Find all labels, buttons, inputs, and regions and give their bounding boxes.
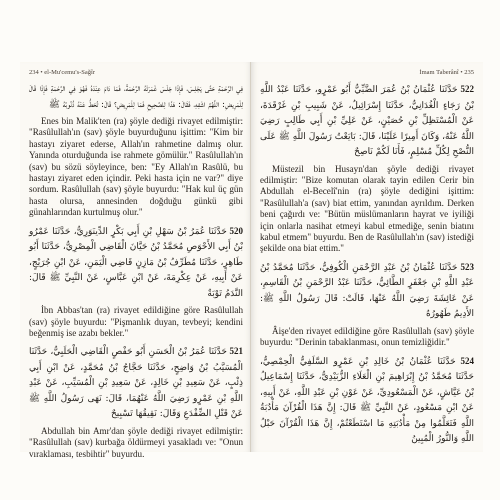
arabic-text: حَدَّثَنَا عُثْمَانُ بْنُ عَبْدِ الرَّحْمَنِ الْكُوفِيُّ، حَدَّثَنَا مُحَمَّدُ بْنُ عَبْدِ اللَّهِ بْنِ جَعْفَرٍ الطَّائِيُّ، حَدَّثَنَا عَبْدُ الرَّحْمَنِ بْنُ الْقَاسِمِ، عَنْ عَائِشَةَ رَضِيَ اللَّهُ عَنْهَا، قَالَتْ: قَالَ رَسُولُ اللَّهِ ﷺ: الأَدِيمُ طَهُورُهُ <box>260 262 474 320</box>
turkish-translation: İbn Abbas'tan (ra) rivayet edildiğine göre Rasûlullah (sav) şöyle buyurdu: "Pişmanlık duyan, tevbeyi; kendini beğenmiş ise azabı bekler." <box>29 305 243 338</box>
arabic-hadith-text <box>29 82 243 113</box>
arabic-hadith-text <box>29 224 243 303</box>
arabic-text: حَدَّثَنَا عُمَرُ بْنُ الْحَسَنِ أَبُو حَفْصٍ الْقَاضِي الْحَلَبِيُّ، حَدَّثَنَا الْمُسَيَّبُ بْنُ وَاضِحٍ، حَدَّثَنَا حَجَّاجُ بْنُ مُحَمَّدٍ، عَنْ ابْنِ أَبِي ذِئْبٍ، عَنْ سَعِيدِ بْنِ خَالِدٍ، عَنْ سَعِيدِ بْنِ الْمُسَيِّبِ، عَنْ عَبْدِ اللَّهِ بْنِ عَمْرٍو رَضِيَ اللَّهُ عَنْهُمَا، قَالَ: نَهَى رَسُولُ اللَّهِ ﷺ عَنْ قَتْلِ الضِّفْدَعِ وَقَالَ: نَقِيقُهَا تَسْبِيحٌ <box>29 347 243 420</box>
hadith-number: 524 <box>455 355 475 366</box>
arabic-text: حَدَّثَنَا عُمَرُ بْنُ سَهْلِ بْنِ أَبِي بَكْرٍ الدِّينَوَرِيُّ، حَدَّثَنَا عَمْرُو بْنُ أَبِي الأَحْوَصِ مُحَمَّدُ بْنُ حَيَّانَ الْقَاضِي الْمِصْرِيُّ، حَدَّثَنَا أَبُو طَاهِرٍ، حَدَّثَنَا مُطَرِّفُ بْنُ مَازِنٍ قَاضِي الْيَمَنِ، عَنْ ابْنِ جُرَيْجٍ، عَنْ أَبِيهِ، عَنْ عِكْرِمَةَ، عَنْ ابْنِ عَبَّاسٍ، عَنْ النَّبِيِّ ﷺ قَالَ: النَّدَمُ تَوْبَةٌ <box>29 226 243 299</box>
arabic-hadith-text <box>29 344 243 423</box>
turkish-translation: Enes bin Malik'ten (ra) şöyle dediği rivayet edilmiştir: "Rasûlullah'ın (sav) şöyle buyurduğunu işittim: "Kim bir hastayı ziyaret ederse, Allah'ın rahmetine dalmış olur. Yanında oturduğunda ise rahmete gömülür." Rasûlullah'ın (sav) bu sözü söyleyince, ben: "Ey Allah'ın Rasûlü, bu hastayı ziyaret eden içindir. Peki hasta için ne var?" diye sordum. Rasûlullah (sav) şöyle buyurdu: "Hak kul üç gün hasta olursa, annesinden doğduğu günkü gibi günahlarından kurtulmuş olur." <box>29 116 243 218</box>
hadith-number: 520 <box>226 225 243 236</box>
left-page <box>20 62 252 459</box>
arabic-text: فِي الرَّحْمَةِ حَتَّى يَجْلِسَ، فَإِذَا جَلَسَ غَمَرَتْهُ الرَّحْمَةُ، فَمَا دَامَ عِنْدَهُ فَهُوَ فِي الرَّحْمَةِ فَإِذَا قَالَ لِلْمَرِيضِ: اللَّهُمَّ اشْفِهِ، فَقَالَ: هَذَا لِلصَّحِيحِ فَمَا لِلْمَرِيضِ؟ قَالَ: تُحَطُّ عَنْهُ ذُنُوبُهُ ﷺ <box>29 84 243 110</box>
arabic-hadith-text <box>260 354 474 448</box>
arabic-text: حَدَّثَنَا عُثْمَانُ بْنُ خَالِدِ بْنِ عَمْرٍو السَّلَفِيُّ الْحِمْصِيُّ، حَدَّثَنَا مُحَمَّدُ بْنُ إِبْرَاهِيمَ بْنِ الْعَلَاءِ الزُّبَيْدِيُّ، حَدَّثَنَا إِسْمَاعِيلُ بْنُ عَيَّاشٍ، عَنْ الْمَسْعُودِيِّ، عَنْ عَوْنِ بْنِ عَبْدِ اللَّهِ، عَنْ أَبِيهِ، عَنْ ابْنِ مَسْعُودٍ، عَنْ النَّبِيِّ ﷺ قَالَ: إِنَّ هَذَا الْقُرْآنَ مَأْدُبَةُ اللَّهِ فَتَعَلَّمُوا مِنْ مَأْدُبَتِهِ مَا اسْتَطَعْتُمْ، إِنَّ هَذَا الْقُرْآنَ حَبْلُ اللَّهِ وَالنُّورُ الْمُبِينُ <box>260 356 474 445</box>
right-page-header: İmam Taberânî • 235 <box>419 69 474 76</box>
hadith-number: 521 <box>226 346 243 357</box>
left-page-header: 234 • el-Mu'cemu's-Sağîr <box>29 69 95 76</box>
turkish-translation: Âişe'den rivayet edildiğine göre Rasûlullah (sav) şöyle buyurdu: "Derinin tabaklanması, onun temizliğidir." <box>260 325 474 348</box>
arabic-text: حَدَّثَنَا عُثْمَانُ بْنُ عُمَرَ الضَّبِّيُّ أَبُو عَمْرٍو، حَدَّثَنَا عَبْدُ اللَّهِ بْنُ رَجَاءٍ الْغُدَانِيُّ، حَدَّثَنَا إِسْرَائِيلُ، عَنْ شَبِيبِ بْنِ غَرْقَدَةَ، عَنْ الْمُسْتَظِلِّ بْنِ حُصَيْنٍ، عَنْ عَلِيِّ بْنِ أَبِي طَالِبٍ رَضِيَ اللَّهُ عَنْهُ، وَكَانَ أَمِيرًا عَلَيْنَا، قَالَ: بَايَعْتُ رَسُولَ اللَّهِ ﷺ عَلَى النُّصْحِ لِكُلِّ مُسْلِمٍ، فَأَنَا لَكُمْ نَاصِحٌ <box>260 85 474 157</box>
turkish-translation: Müstezil bin Husayn'dan şöyle dediği rivayet edilmiştir: "Bize komutan olarak tayin edilen Cerir bin Abdullah el-Becelî'nin (ra) şöyle dediğini işittim: "Rasûlullah'a (sav) biat ettim, yanından ayrıldım. Derken beni çağırdı ve: "Bütün müslümanların hayrat ve iyiliği için onlarla nasihat etmeyi kabul etmediğe, senin biatını kabul etmem" buyurdu. Ben de Rasûlullah'ın (sav) istediği şekilde ona biat ettim." <box>260 163 474 254</box>
turkish-translation: Abdullah bin Amr'dan şöyle dediği rivayet edilmiştir: "Rasûlullah (sav) kurbağa öldürmeyi yasakladı ve: "Onun vıraklaması, tesbihtir" buyurdu. <box>29 425 243 459</box>
hadith-number: 523 <box>457 261 474 272</box>
hadith-number: 522 <box>457 84 475 94</box>
arabic-hadith-text <box>260 82 474 161</box>
arabic-hadith-text <box>260 260 474 323</box>
right-page <box>251 62 483 452</box>
